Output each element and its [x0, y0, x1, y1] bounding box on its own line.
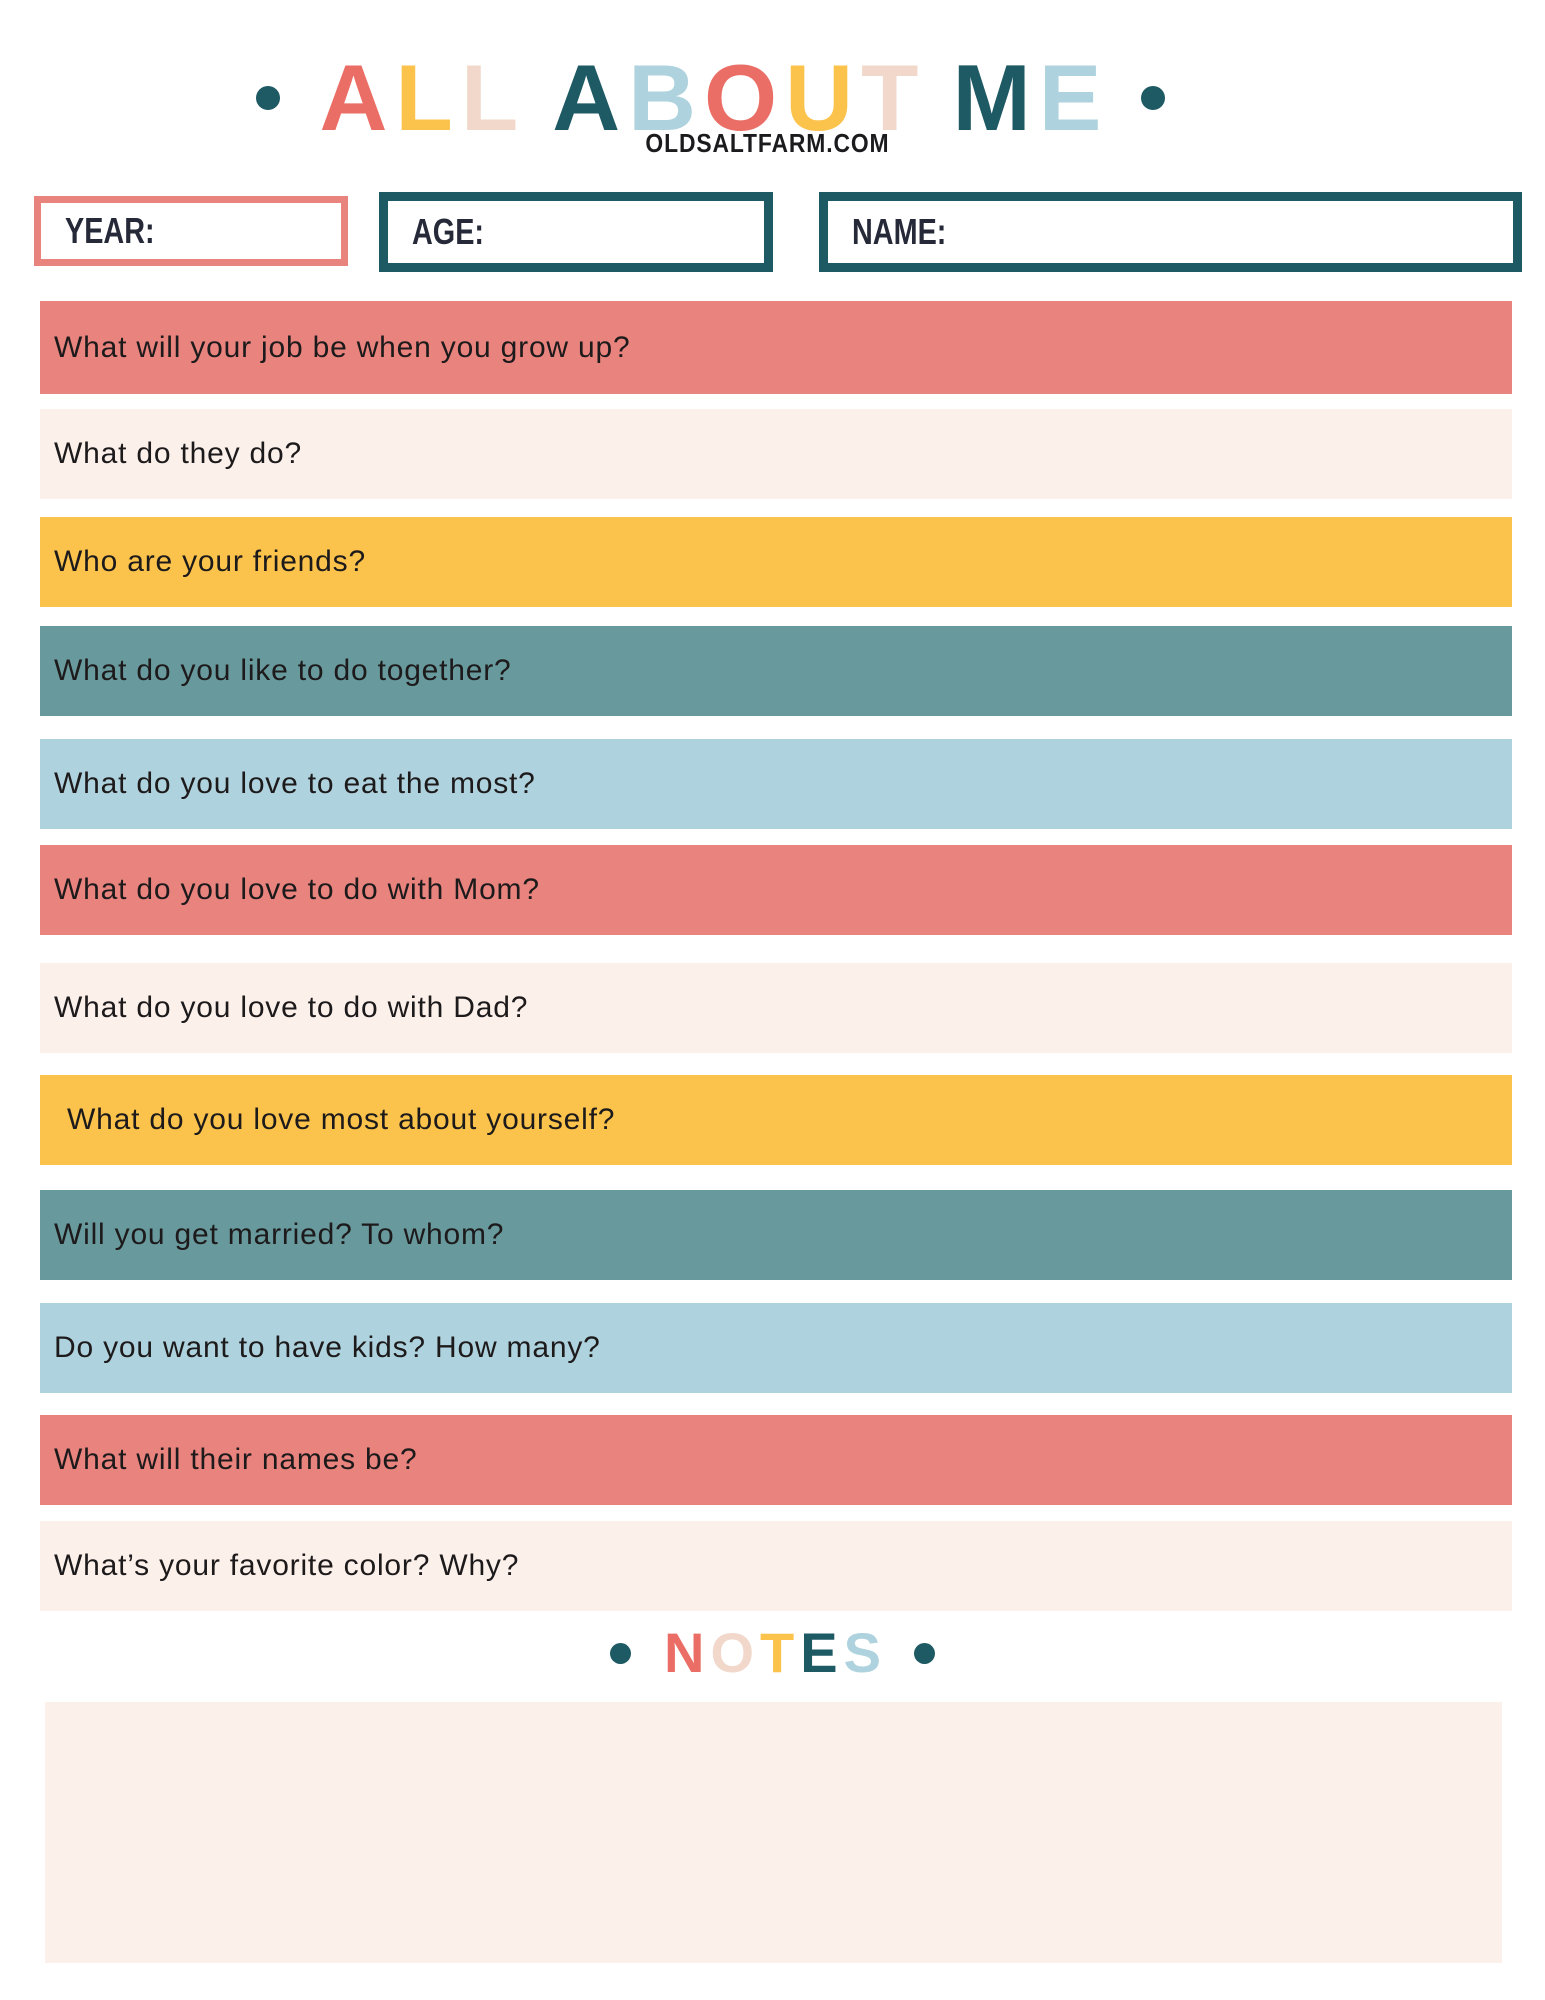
notes-box[interactable]: [45, 1702, 1502, 1963]
notes-letter: N: [664, 1621, 705, 1684]
title-letter: L: [460, 45, 519, 150]
notes-letter: O: [710, 1621, 755, 1684]
question-row: [40, 626, 1512, 716]
title-letter: T: [861, 45, 919, 150]
question-row: [40, 1075, 1512, 1165]
question-text: What will their names be?: [54, 1443, 418, 1476]
title-letter: M: [952, 45, 1031, 150]
title-letter: U: [785, 45, 854, 150]
brand-text: OLDSALTFARM.COM: [644, 128, 889, 158]
question-text: What do you love to do with Dad?: [54, 991, 529, 1024]
question-row: [40, 517, 1512, 607]
title-letter: E: [1038, 45, 1102, 150]
question-text: What do you love to eat the most?: [54, 767, 536, 800]
title-letter: A: [319, 45, 388, 150]
question-row: [40, 1415, 1512, 1505]
question-text: What do you love to do with Mom?: [54, 873, 540, 906]
question-row: [40, 1521, 1512, 1611]
question-row: [40, 739, 1512, 829]
question-text: What’s your favorite color? Why?: [54, 1549, 520, 1582]
title-letter: A: [552, 45, 621, 150]
year-label: YEAR:: [65, 210, 155, 251]
question-text: What do you love most about yourself?: [67, 1103, 616, 1136]
notes-letter: T: [760, 1621, 795, 1684]
question-text: Do you want to have kids? How many?: [54, 1331, 601, 1364]
notes-letter: E: [800, 1621, 838, 1684]
question-row: [40, 409, 1512, 499]
question-row: [40, 845, 1512, 935]
title-letter: B: [628, 45, 697, 150]
question-text: What will your job be when you grow up?: [54, 330, 631, 364]
notes-left-dot-icon: [610, 1643, 631, 1664]
question-row: [40, 1303, 1512, 1393]
question-text: What do they do?: [54, 437, 302, 470]
title-letter: L: [395, 45, 453, 150]
question-text: Will you get married? To whom?: [54, 1218, 505, 1251]
question-row: [40, 1190, 1512, 1280]
age-label: AGE:: [412, 211, 484, 252]
notes-letters: [661, 1621, 884, 1684]
title-letter: O: [704, 45, 778, 150]
notes-heading: [0, 1622, 1545, 1684]
notes-right-dot-icon: [914, 1643, 935, 1664]
question-text: Who are your friends?: [54, 545, 366, 578]
question-row: [40, 301, 1512, 394]
question-row: [40, 963, 1512, 1053]
question-text: What do you like to do together?: [54, 654, 512, 687]
name-label: NAME:: [852, 211, 947, 252]
notes-letter: S: [843, 1621, 881, 1684]
